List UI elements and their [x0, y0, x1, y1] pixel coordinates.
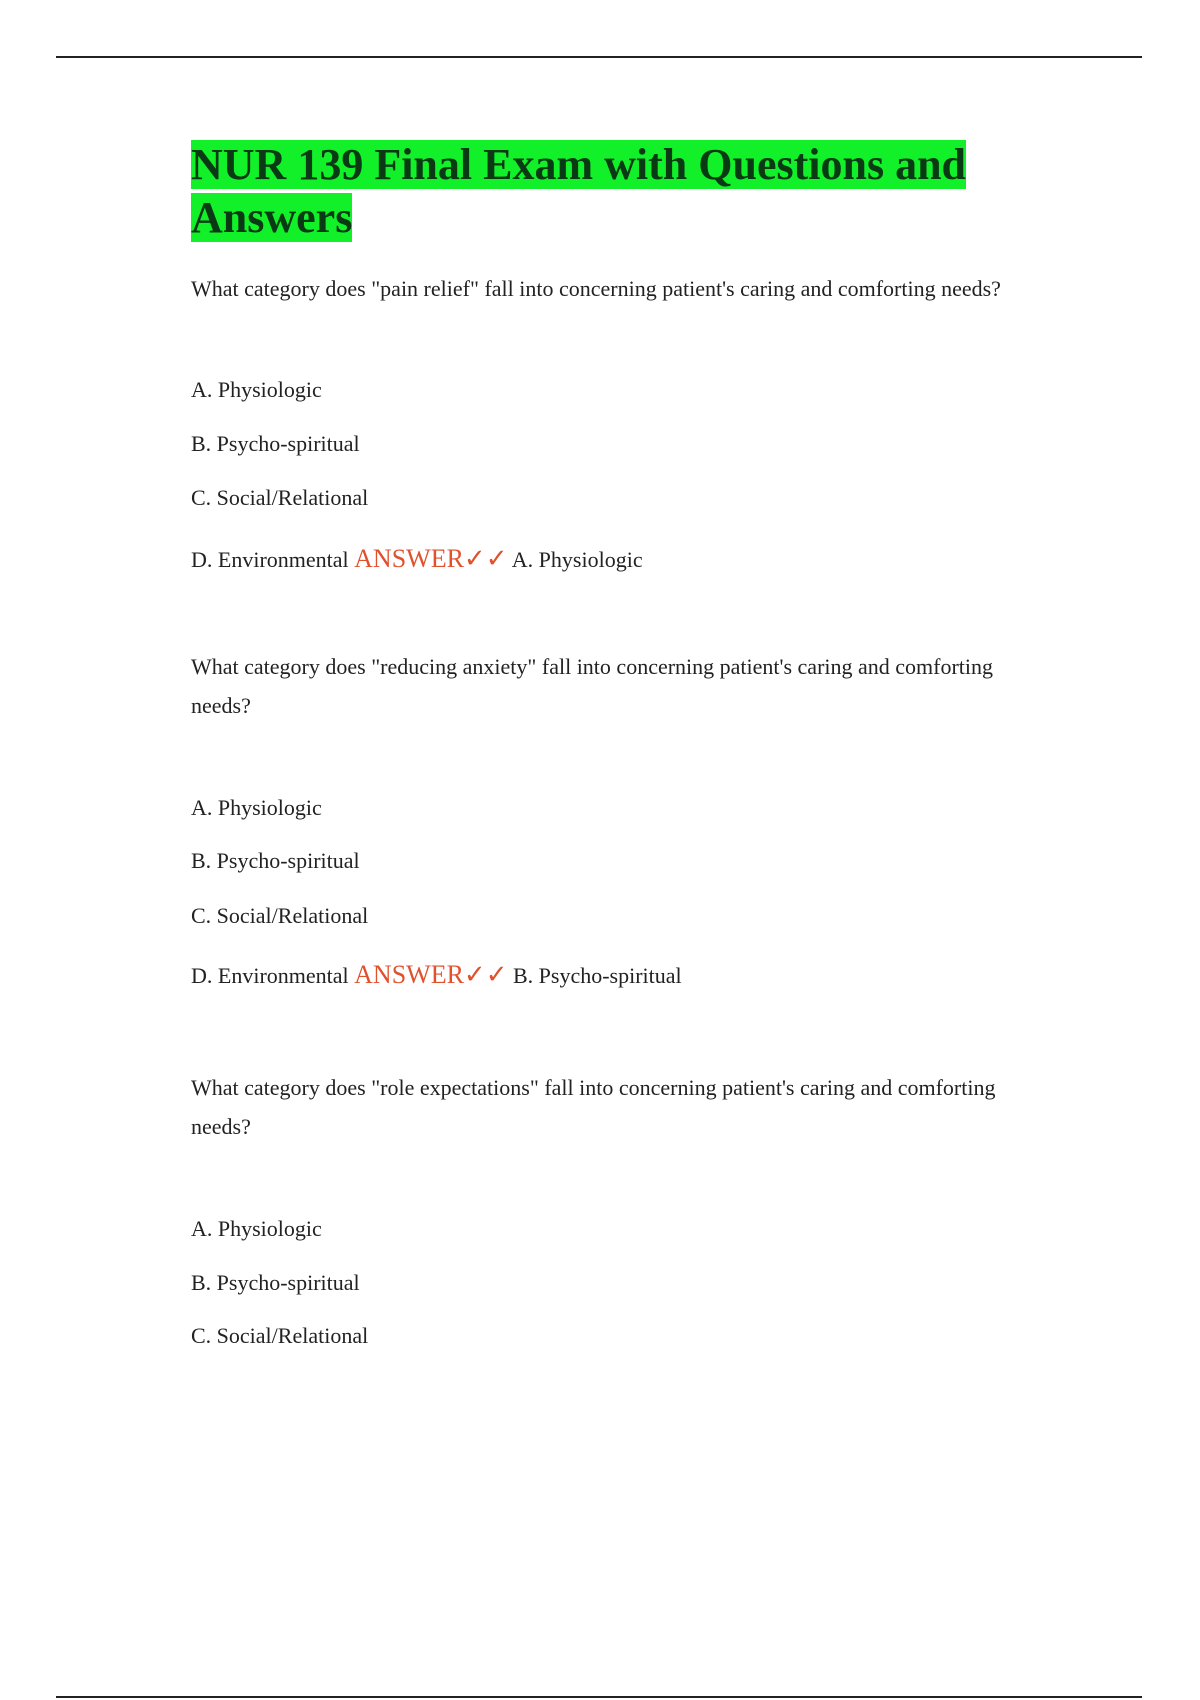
question-1-option-a: A. Physiologic	[191, 377, 322, 402]
question-1-option-c: C. Social/Relational	[191, 485, 369, 510]
question-2-text: What category does "reducing anxiety" fall into concerning patient's caring and comforting needs?	[191, 654, 994, 718]
question-3-option-c: C. Social/Relational	[191, 1323, 369, 1348]
document-title	[191, 138, 1041, 244]
question-1-option-b: B. Psycho-spiritual	[191, 431, 360, 456]
document-body	[191, 138, 1041, 1350]
question-2-option-d-answer-line	[191, 961, 1041, 990]
question-1-text: What category does "pain relief" fall into concerning patient's caring and comforting needs?	[191, 276, 1001, 301]
question-1-answer: A. Physiologic	[511, 547, 643, 572]
question-3-text: What category does "role expectations" fall into concerning patient's caring and comforting needs?	[191, 1075, 996, 1139]
question-2-option-a: A. Physiologic	[191, 795, 322, 820]
page-top-rule	[56, 56, 1142, 58]
question-1-answer-label: ANSWER✓✓	[354, 544, 508, 573]
question-3-option-a: A. Physiologic	[191, 1216, 322, 1241]
question-2-option-d: D. Environmental	[191, 963, 349, 988]
title-highlight: NUR 139 Final Exam with Questions and Answers	[191, 140, 967, 242]
question-2-option-b: B. Psycho-spiritual	[191, 848, 360, 873]
question-2-answer-label: ANSWER✓✓	[354, 960, 508, 989]
question-1-option-d-answer-line	[191, 545, 1041, 574]
question-2-option-c: C. Social/Relational	[191, 903, 369, 928]
question-1-option-d: D. Environmental	[191, 547, 349, 572]
question-2-answer: B. Psycho-spiritual	[513, 963, 682, 988]
page-bottom-rule	[56, 1696, 1142, 1698]
question-3-option-b: B. Psycho-spiritual	[191, 1270, 360, 1295]
